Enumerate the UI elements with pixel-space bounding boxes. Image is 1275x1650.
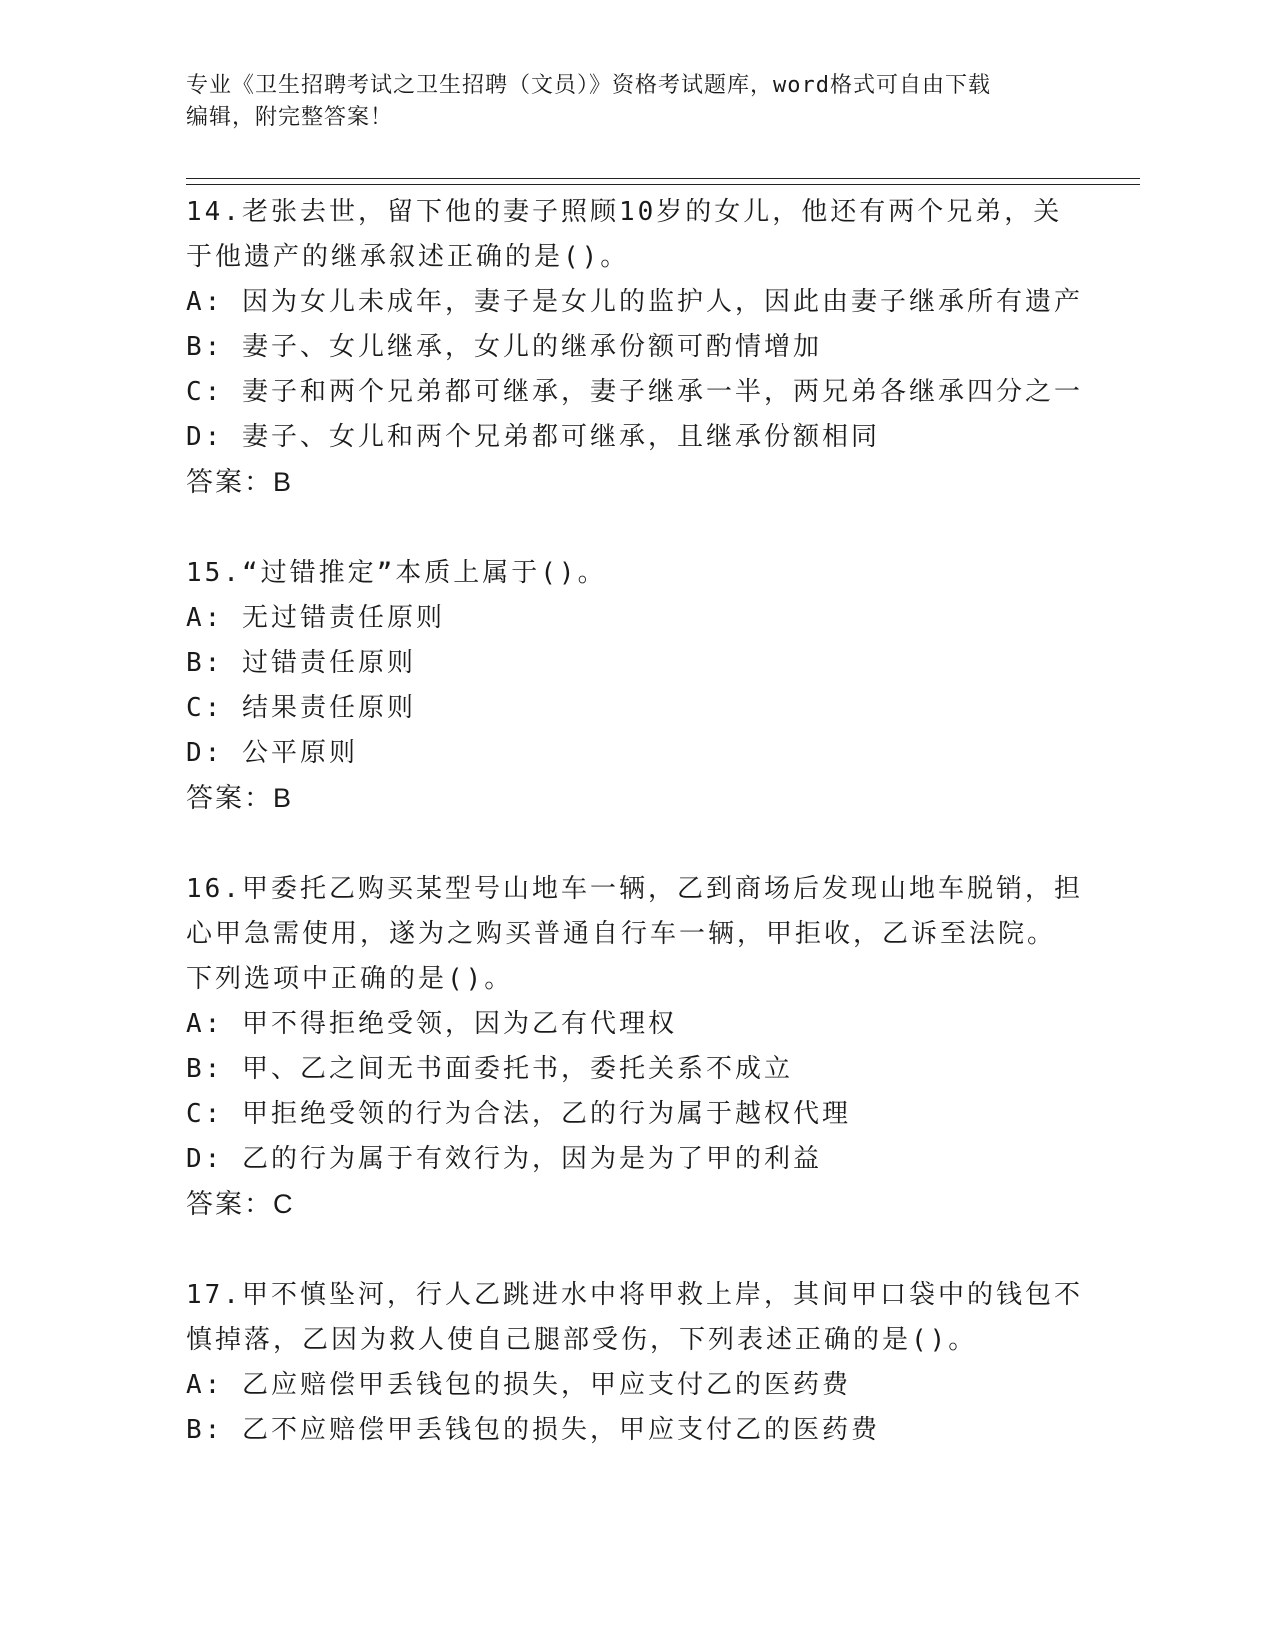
option-a: A: 无过错责任原则: [186, 603, 445, 633]
document-header: [186, 70, 1066, 134]
option-c: C: 结果责任原则: [186, 693, 416, 723]
question-16: [186, 867, 1086, 1227]
option-b: B: 过错责任原则: [186, 648, 416, 678]
question-17: [186, 1273, 1086, 1453]
question-text-line: 15.“过错推定”本质上属于()。: [186, 558, 607, 588]
question-text-line: 于他遗产的继承叙述正确的是()。: [186, 242, 630, 272]
option-c: C: 妻子和两个兄弟都可继承，妻子继承一半，两兄弟各继承四分之一: [186, 377, 1083, 407]
question-15: [186, 551, 1086, 821]
answer: 答案：B: [186, 783, 294, 813]
header-divider-top: [186, 178, 1140, 179]
option-c: C: 甲拒绝受领的行为合法，乙的行为属于越权代理: [186, 1099, 851, 1129]
question-list: [186, 190, 1086, 1453]
question-text-line: 慎掉落，乙因为救人使自己腿部受伤，下列表述正确的是()。: [186, 1325, 978, 1355]
header-divider-bottom: [186, 184, 1140, 185]
question-text-line: 下列选项中正确的是()。: [186, 964, 514, 994]
option-a: A: 因为女儿未成年，妻子是女儿的监护人，因此由妻子继承所有遗产: [186, 287, 1083, 317]
option-a: A: 乙应赔偿甲丢钱包的损失，甲应支付乙的医药费: [186, 1370, 851, 1400]
question-14: [186, 190, 1086, 505]
question-text-line: 16.甲委托乙购买某型号山地车一辆，乙到商场后发现山地车脱销，担: [186, 874, 1083, 904]
header-line-2: 编辑，附完整答案！: [186, 105, 394, 130]
header-line-1: 专业《卫生招聘考试之卫生招聘（文员）》资格考试题库，word格式可自由下载: [186, 73, 991, 98]
question-text-line: 14.老张去世，留下他的妻子照顾10岁的女儿，他还有两个兄弟，关: [186, 197, 1063, 227]
question-text-line: 17.甲不慎坠河，行人乙跳进水中将甲救上岸，其间甲口袋中的钱包不: [186, 1280, 1083, 1310]
answer: 答案：B: [186, 467, 294, 497]
option-a: A: 甲不得拒绝受领，因为乙有代理权: [186, 1009, 677, 1039]
option-d: D: 公平原则: [186, 738, 358, 768]
answer: 答案：C: [186, 1189, 295, 1219]
option-b: B: 乙不应赔偿甲丢钱包的损失，甲应支付乙的医药费: [186, 1415, 880, 1445]
option-d: D: 乙的行为属于有效行为，因为是为了甲的利益: [186, 1144, 822, 1174]
option-b: B: 妻子、女儿继承，女儿的继承份额可酌情增加: [186, 332, 822, 362]
option-d: D: 妻子、女儿和两个兄弟都可继承，且继承份额相同: [186, 422, 880, 452]
question-text-line: 心甲急需使用，遂为之购买普通自行车一辆，甲拒收，乙诉至法院。: [186, 919, 1057, 949]
option-b: B: 甲、乙之间无书面委托书，委托关系不成立: [186, 1054, 793, 1084]
